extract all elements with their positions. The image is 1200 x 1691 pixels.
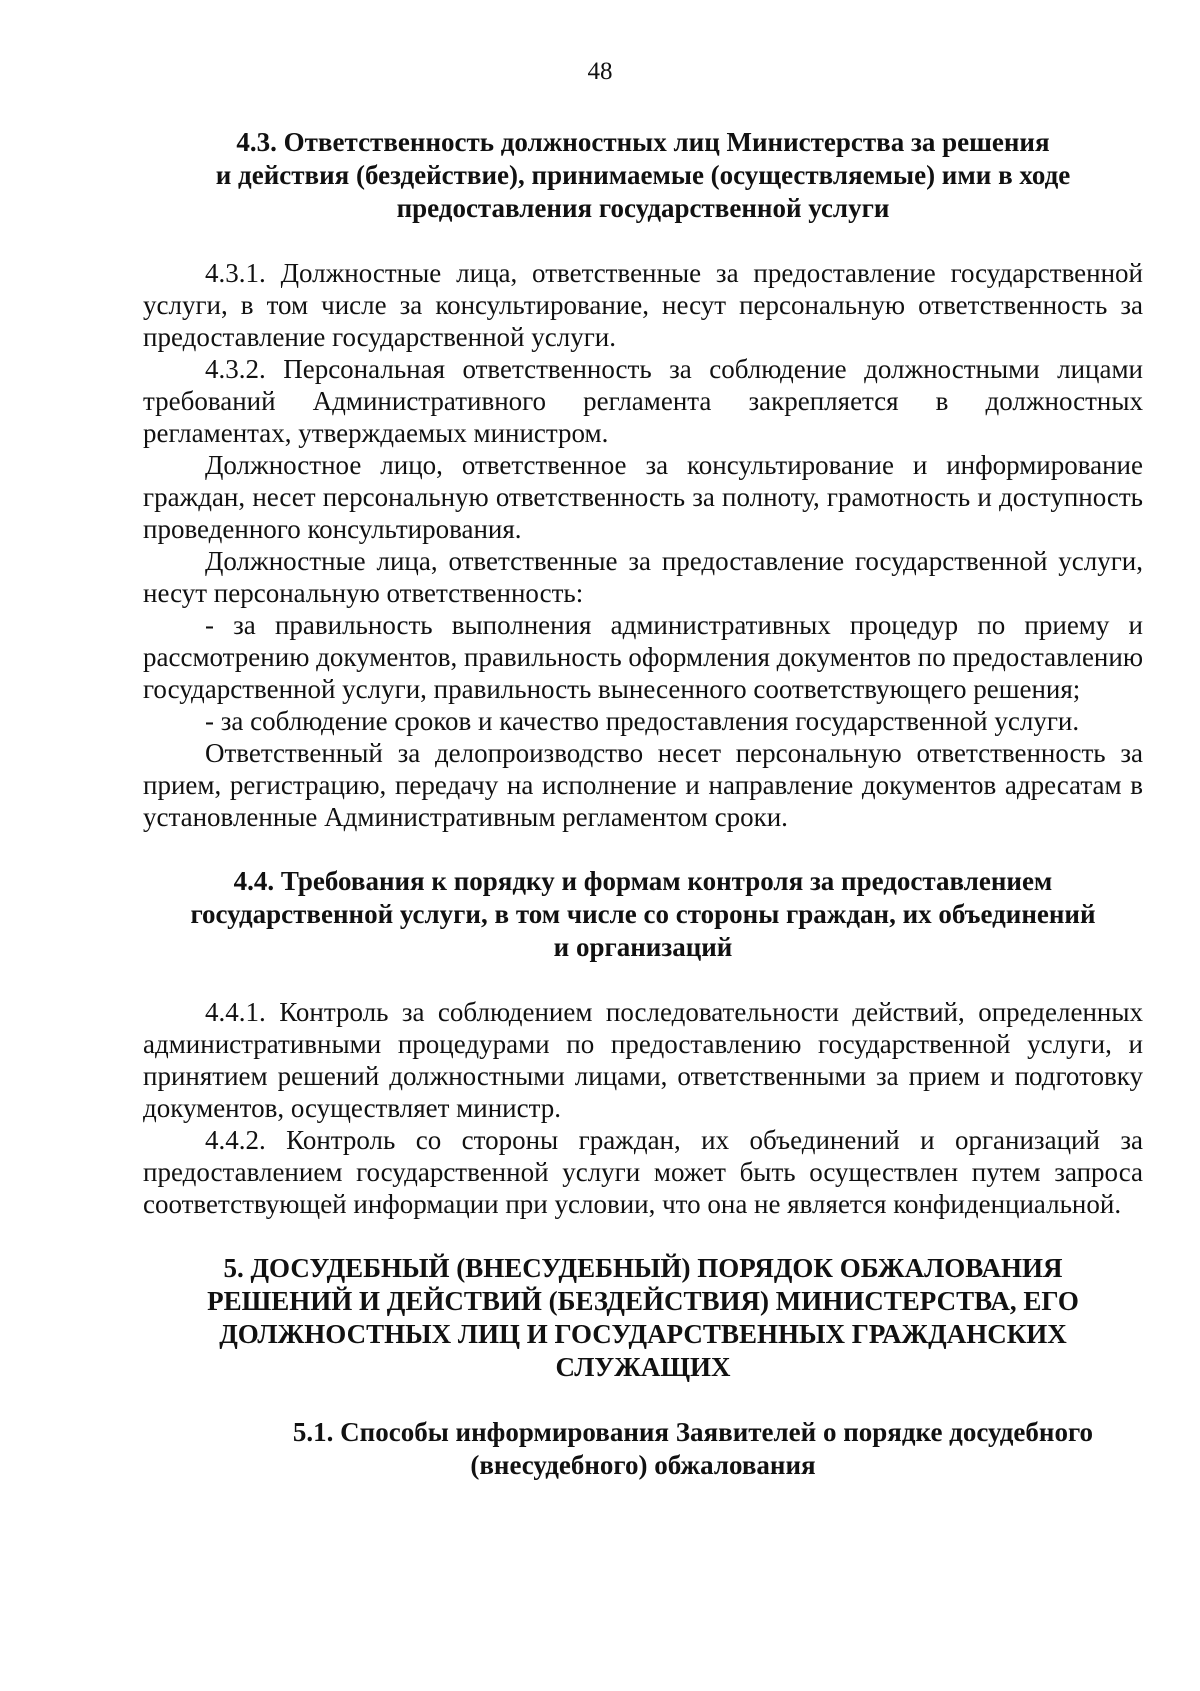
heading-line: СЛУЖАЩИХ bbox=[555, 1352, 731, 1382]
paragraph-4-4-2: 4.4.2. Контроль со стороны граждан, их объединений и организаций за предоставлением государственной услуги может быть осуществлен путем запроса соответствующей информации при условии, что она не является конфиденциальной. bbox=[143, 1125, 1143, 1219]
heading-line: и организаций bbox=[553, 932, 733, 962]
paragraph-4-4-1: 4.4.1. Контроль за соблюдением последовательности действий, определенных административными процедурами по предоставлению государственной услуги, и принятием решений должностными лицами, ответственными за прием и подготовку документов, осуществляет министр. bbox=[143, 997, 1143, 1123]
heading-line: предоставления государственной услуги bbox=[396, 193, 890, 223]
spacer bbox=[143, 225, 1143, 257]
list-item: - за соблюдение сроков и качество предоставления государственной услуги. bbox=[205, 706, 1080, 736]
section-4-4-body bbox=[143, 996, 1143, 1220]
spacer bbox=[143, 833, 1143, 865]
page-number: 48 bbox=[587, 58, 613, 85]
paragraph: Ответственный за делопроизводство несет персональную ответственность за прием, регистрацию, передачу на исполнение и направление документов адресатам в установленные Административным регламентом сроки. bbox=[143, 738, 1143, 832]
section-5-heading bbox=[143, 1252, 1143, 1384]
heading-line: 4.4. Требования к порядку и формам контроля за предоставлением bbox=[233, 866, 1053, 896]
paragraph-4-3-1: 4.3.1. Должностные лица, ответственные за предоставление государственной услуги, в том числе за консультирование, несут персональную ответственность за предоставление государственной услуги. bbox=[143, 258, 1143, 352]
section-4-4-heading bbox=[143, 865, 1143, 964]
spacer bbox=[143, 964, 1143, 996]
paragraph-4-3-2: 4.3.2. Персональная ответственность за соблюдение должностными лицами требований Административного регламента закрепляется в должностных регламентах, утверждаемых министром. bbox=[143, 354, 1143, 448]
spacer bbox=[143, 1220, 1143, 1252]
heading-line: 5. ДОСУДЕБНЫЙ (ВНЕСУДЕБНЫЙ) ПОРЯДОК ОБЖАЛОВАНИЯ bbox=[223, 1253, 1063, 1283]
heading-line: ДОЛЖНОСТНЫХ ЛИЦ И ГОСУДАРСТВЕННЫХ ГРАЖДАНСКИХ bbox=[219, 1319, 1067, 1349]
list-item: - за правильность выполнения административных процедур по приему и рассмотрению документов, правильность оформления документов по предоставлению государственной услуги, правильность вынесенного соответствующего решения; bbox=[143, 610, 1143, 704]
section-4-3-body bbox=[143, 257, 1143, 833]
heading-line: государственной услуги, в том числе со стороны граждан, их объединений bbox=[190, 899, 1096, 929]
heading-line: 4.3. Ответственность должностных лиц Министерства за решения bbox=[236, 127, 1050, 157]
heading-line: РЕШЕНИЙ И ДЕЙСТВИЙ (БЕЗДЕЙСТВИЯ) МИНИСТЕРСТВА, ЕГО bbox=[207, 1286, 1079, 1316]
heading-line: 5.1. Способы информирования Заявителей о порядке досудебного bbox=[292, 1417, 1094, 1447]
heading-line: и действия (бездействие), принимаемые (осуществляемые) ими в ходе bbox=[215, 160, 1071, 190]
section-5-1-heading bbox=[143, 1416, 1143, 1482]
paragraph: Должностное лицо, ответственное за консультирование и информирование граждан, несет персональную ответственность за полноту, грамотность и доступность проведенного консультирования. bbox=[143, 450, 1143, 544]
spacer bbox=[143, 1384, 1143, 1416]
document-body bbox=[143, 126, 1143, 1482]
section-4-3-heading bbox=[143, 126, 1143, 225]
heading-line: (внесудебного) обжалования bbox=[470, 1450, 816, 1480]
paragraph: Должностные лица, ответственные за предоставление государственной услуги, несут персональную ответственность: bbox=[143, 546, 1143, 608]
